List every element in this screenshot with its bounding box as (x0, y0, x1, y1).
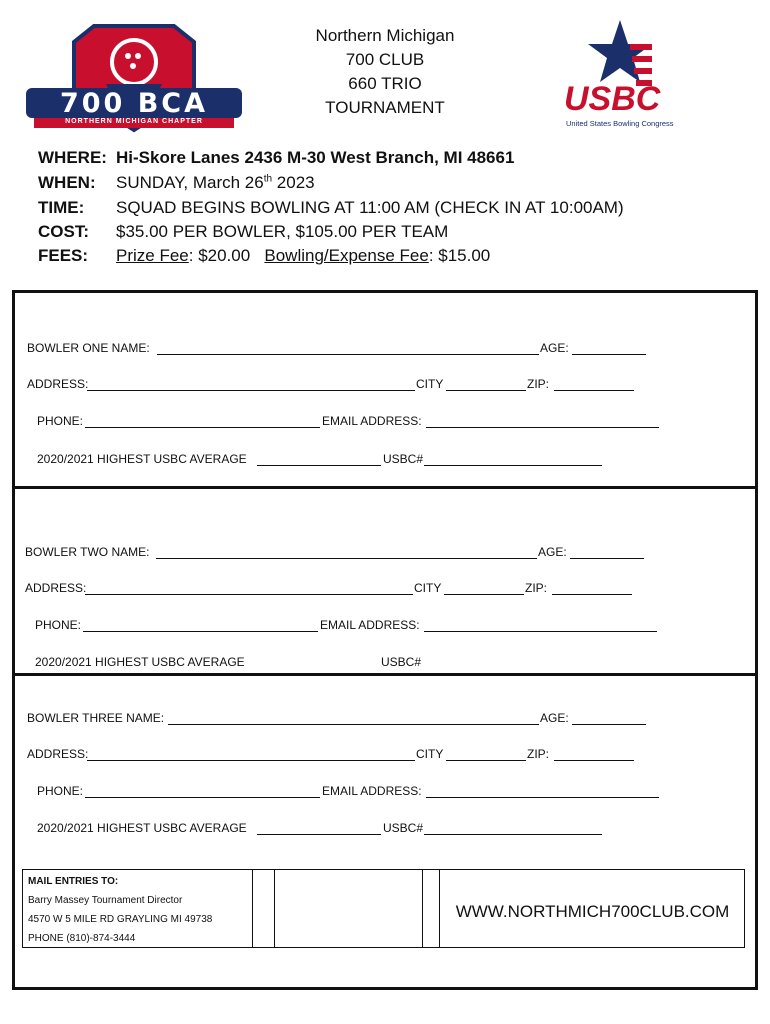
bowler-one-name-label: BOWLER ONE NAME: (27, 341, 150, 355)
bowling-fee-value: : $15.00 (428, 246, 491, 265)
cost-row (38, 222, 448, 242)
bowler-one-name-field[interactable] (157, 354, 539, 355)
bowler-three-email-label: EMAIL ADDRESS: (322, 784, 422, 798)
mail-heading: MAIL ENTRIES TO: (28, 876, 119, 887)
bowler-three-age-field[interactable] (572, 724, 646, 725)
when-label: WHEN: (38, 173, 96, 192)
bowler-three-address-label: ADDRESS: (27, 747, 89, 761)
website-link[interactable]: WWW.NORTHMICH700CLUB.COM (455, 902, 730, 921)
bowler-three-usbc-field[interactable] (424, 834, 602, 835)
bowler-two-city-field[interactable] (444, 594, 524, 595)
bowler-one-phone-field[interactable] (85, 427, 320, 428)
bowler-two-average-label: 2020/2021 HIGHEST USBC AVERAGE (35, 655, 245, 669)
bowler-three-city-label: CITY (416, 747, 444, 761)
bowler-three-email-field[interactable] (426, 797, 659, 798)
bowler-three-usbc-label: USBC# (383, 821, 424, 835)
header-line-4: TOURNAMENT (325, 98, 445, 117)
prize-fee-label: Prize Fee (116, 246, 189, 265)
bowler-two-phone-field[interactable] (83, 631, 318, 632)
bowler-two-zip-field[interactable] (552, 594, 632, 595)
bowler-one-address-label: ADDRESS: (27, 377, 89, 391)
bowler-three-name-field[interactable] (168, 724, 539, 725)
header-line-2: 700 CLUB (345, 50, 425, 69)
bowler-one-email-label: EMAIL ADDRESS: (322, 414, 422, 428)
mail-contact-name: Barry Massey Tournament Director (28, 895, 183, 906)
when-suffix: th (263, 173, 273, 185)
mail-phone: PHONE (810)-874-3444 (28, 933, 136, 944)
bowler-two-section (12, 486, 758, 676)
bowler-three-phone-label: PHONE: (37, 784, 84, 798)
bowler-one-city-field[interactable] (446, 390, 526, 391)
bowler-one-phone-label: PHONE: (37, 414, 84, 428)
logo-subtext: NORTHERN MICHIGAN CHAPTER (65, 118, 203, 125)
fees-label: FEES: (38, 246, 89, 265)
usbc-logo (562, 16, 702, 132)
bowler-three-age-label: AGE: (540, 711, 569, 725)
bowler-two-age-field[interactable] (570, 558, 644, 559)
bowler-two-name-field[interactable] (156, 558, 537, 559)
bowler-one-address-field[interactable] (87, 390, 415, 391)
when-date: SUNDAY, March 26 (116, 173, 264, 192)
logo-text: 700 BCA (59, 88, 209, 119)
when-row (38, 173, 315, 193)
divider (252, 869, 253, 948)
where-value: Hi-Skore Lanes 2436 M-30 West Branch, MI 48661 (116, 148, 515, 167)
bowler-two-email-label: EMAIL ADDRESS: (320, 618, 420, 632)
bowler-one-city-label: CITY (416, 377, 444, 391)
bowler-two-city-label: CITY (414, 581, 442, 595)
when-value (116, 173, 315, 193)
time-label: TIME: (38, 198, 85, 217)
bowler-one-average-label: 2020/2021 HIGHEST USBC AVERAGE (37, 452, 247, 466)
when-year: 2023 (272, 173, 315, 192)
prize-fee-value: : $20.00 (188, 246, 251, 265)
bowling-fee-label: Bowling/Expense Fee (264, 246, 429, 265)
bowler-two-email-field[interactable] (424, 631, 657, 632)
divider (422, 869, 423, 948)
where-row (38, 148, 514, 168)
bowler-one-zip-field[interactable] (554, 390, 634, 391)
bowler-one-age-label: AGE: (540, 341, 569, 355)
bowler-two-usbc-label: USBC# (381, 655, 422, 669)
bowler-one-zip-label: ZIP: (527, 377, 550, 391)
bowler-two-phone-label: PHONE: (35, 618, 82, 632)
bowler-two-address-field[interactable] (85, 594, 413, 595)
bowler-three-average-field[interactable] (257, 834, 381, 835)
bowler-three-zip-label: ZIP: (527, 747, 550, 761)
usbc-subtext: United States Bowling Congress (566, 119, 674, 128)
cost-label: COST: (38, 222, 89, 241)
where-label: WHERE: (38, 148, 107, 167)
fees-value (116, 246, 490, 266)
mail-address: 4570 W 5 MILE RD GRAYLING MI 49738 (28, 914, 213, 925)
bowler-three-zip-field[interactable] (554, 760, 634, 761)
bowler-three-address-field[interactable] (87, 760, 415, 761)
bowler-three-name-label: BOWLER THREE NAME: (27, 711, 165, 725)
bowler-two-address-label: ADDRESS: (25, 581, 87, 595)
header-line-3: 660 TRIO (348, 74, 422, 93)
bowler-two-name-label: BOWLER TWO NAME: (25, 545, 150, 559)
header-line-1: Northern Michigan (315, 26, 455, 45)
bowler-three-average-label: 2020/2021 HIGHEST USBC AVERAGE (37, 821, 247, 835)
usbc-text: USBC (564, 80, 661, 118)
700-bca-logo (24, 22, 244, 134)
cost-value: $35.00 PER BOWLER, $105.00 PER TEAM (116, 222, 449, 241)
bowler-one-age-field[interactable] (572, 354, 646, 355)
bowler-one-usbc-field[interactable] (424, 465, 602, 466)
bowler-one-usbc-label: USBC# (383, 452, 424, 466)
bowler-two-zip-label: ZIP: (525, 581, 548, 595)
bowler-one-average-field[interactable] (257, 465, 381, 466)
bowler-two-age-label: AGE: (538, 545, 567, 559)
bowler-three-phone-field[interactable] (85, 797, 320, 798)
bowler-three-city-field[interactable] (446, 760, 526, 761)
time-value: SQUAD BEGINS BOWLING AT 11:00 AM (CHECK IN AT 10:00AM) (116, 198, 624, 217)
fees-row (38, 246, 490, 266)
bowler-one-email-field[interactable] (426, 427, 659, 428)
time-row (38, 198, 624, 218)
divider (274, 869, 275, 948)
